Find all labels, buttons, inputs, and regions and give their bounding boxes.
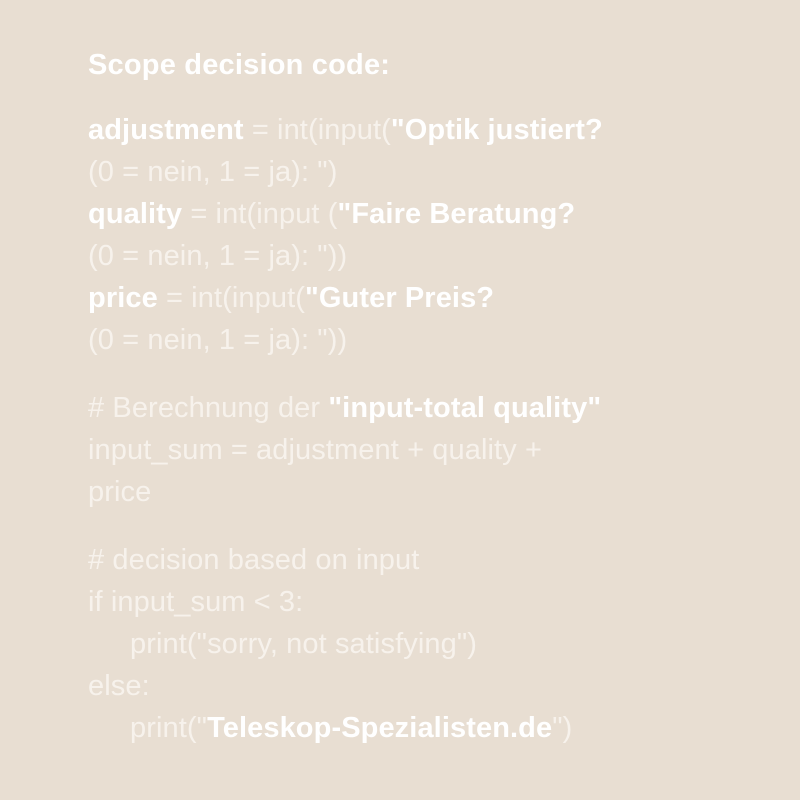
- code-line: [88, 539, 740, 581]
- code-token-emphasis: "Faire Beratung?: [337, 197, 576, 230]
- code-token: = int(input(: [157, 281, 306, 314]
- code-token: else:: [88, 669, 150, 702]
- code-token: "): [552, 711, 573, 744]
- code-line: [88, 277, 740, 319]
- code-line: [88, 319, 740, 361]
- code-token: = int(input(: [243, 113, 391, 146]
- code-token-emphasis: price: [88, 281, 158, 314]
- code-line: [88, 235, 740, 277]
- code-token: print(": [130, 711, 208, 744]
- code-token: # decision based on input: [88, 543, 420, 576]
- code-token-emphasis: adjustment: [88, 113, 244, 146]
- code-token: = int(input (: [182, 197, 338, 230]
- code-token-emphasis: "input-total quality": [328, 391, 602, 424]
- code-block-decision: [88, 539, 740, 749]
- code-line: [88, 387, 740, 429]
- page-title: Scope decision code:: [88, 49, 391, 81]
- code-token: if input_sum < 3:: [88, 585, 304, 618]
- code-token: input_sum = adjustment + quality +: [88, 433, 542, 466]
- code-line: [88, 623, 740, 665]
- code-token: (0 = nein, 1 = ja): ")): [88, 239, 348, 272]
- code-token: # Berechnung der: [88, 391, 329, 424]
- code-token-emphasis: "Optik justiert?: [390, 113, 603, 146]
- code-token-emphasis: quality: [88, 197, 183, 230]
- code-token: (0 = nein, 1 = ja): ")): [88, 323, 348, 356]
- code-line: [88, 665, 740, 707]
- code-line: [88, 151, 740, 193]
- code-line: [88, 429, 740, 471]
- code-token: price: [88, 475, 152, 508]
- code-line: [88, 193, 740, 235]
- code-block-calculation: [88, 387, 740, 513]
- code-line: [88, 707, 740, 749]
- code-line: [88, 471, 740, 513]
- code-line: [88, 109, 740, 151]
- code-token-emphasis: "Guter Preis?: [305, 281, 495, 314]
- code-token: (0 = nein, 1 = ja): "): [88, 155, 338, 188]
- code-line: [88, 581, 740, 623]
- code-block-inputs: [88, 109, 740, 361]
- code-token-emphasis: Teleskop-Spezialisten.de: [207, 711, 553, 744]
- code-body: [88, 109, 740, 749]
- code-token: print("sorry, not satisfying"): [130, 627, 477, 660]
